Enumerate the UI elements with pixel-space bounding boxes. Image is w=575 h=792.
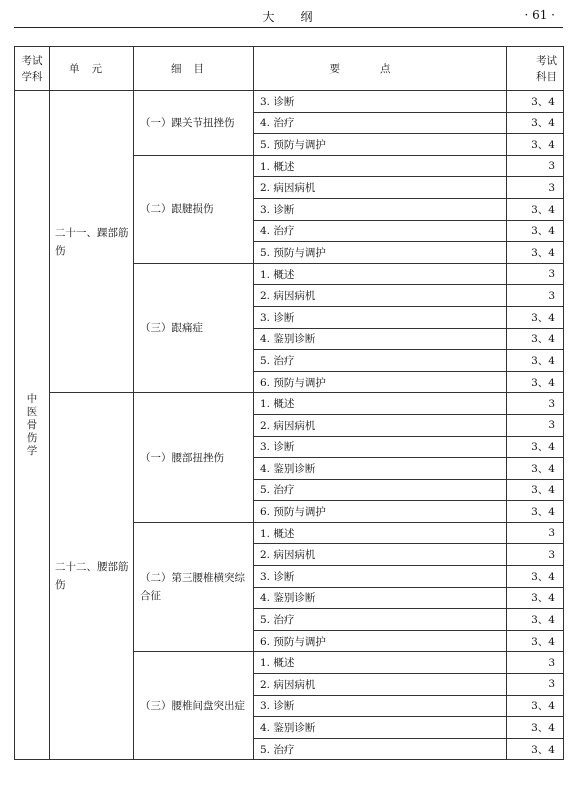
header-rule	[14, 27, 563, 28]
point-cell: 1. 概述	[254, 263, 507, 285]
detail-cell: （一）腰部扭挫伤	[134, 393, 254, 523]
level-cell: 3、4	[507, 350, 564, 372]
unit-cell: 二十二、腰部筋伤	[50, 393, 134, 760]
point-cell: 3. 诊断	[254, 306, 507, 328]
detail-cell: （三）腰椎间盘突出症	[134, 652, 254, 760]
running-header-title: 大纲	[262, 10, 339, 24]
level-cell: 3	[507, 177, 564, 199]
level-cell: 3	[507, 414, 564, 436]
table-row	[15, 91, 564, 113]
level-cell: 3、4	[507, 198, 564, 220]
level-cell: 3	[507, 155, 564, 177]
point-cell: 4. 鉴别诊断	[254, 587, 507, 609]
col-header-subject-text: 考试学科	[21, 54, 43, 83]
level-cell: 3、4	[507, 242, 564, 264]
level-cell: 3、4	[507, 371, 564, 393]
level-cell: 3、4	[507, 566, 564, 588]
level-cell: 3、4	[507, 112, 564, 134]
table-body	[15, 91, 564, 760]
detail-cell: （三）跟痛症	[134, 263, 254, 393]
level-cell: 3、4	[507, 220, 564, 242]
point-cell: 4. 鉴别诊断	[254, 328, 507, 350]
point-cell: 4. 鉴别诊断	[254, 717, 507, 739]
level-cell: 3	[507, 263, 564, 285]
level-cell: 3、4	[507, 695, 564, 717]
level-cell: 3、4	[507, 630, 564, 652]
level-cell: 3	[507, 522, 564, 544]
point-cell: 5. 治疗	[254, 479, 507, 501]
point-cell: 3. 诊断	[254, 91, 507, 113]
col-header-detail: 细目	[134, 47, 254, 91]
page-number: · 61 ·	[524, 8, 555, 22]
table-header-row	[15, 47, 564, 91]
point-cell: 1. 概述	[254, 155, 507, 177]
level-cell: 3、4	[507, 587, 564, 609]
level-cell: 3、4	[507, 91, 564, 113]
level-cell: 3、4	[507, 479, 564, 501]
point-cell: 6. 预防与调护	[254, 501, 507, 523]
point-cell: 2. 病因病机	[254, 177, 507, 199]
subject-text: 中医骨伤学	[26, 392, 38, 457]
level-cell: 3、4	[507, 501, 564, 523]
point-cell: 2. 病因病机	[254, 544, 507, 566]
level-cell: 3	[507, 285, 564, 307]
point-cell: 1. 概述	[254, 393, 507, 415]
point-cell: 1. 概述	[254, 652, 507, 674]
point-cell: 4. 治疗	[254, 112, 507, 134]
col-header-level-line1: 考试	[536, 54, 557, 67]
point-cell: 1. 概述	[254, 522, 507, 544]
level-cell: 3、4	[507, 436, 564, 458]
table-row	[15, 393, 564, 415]
detail-cell: （一）踝关节扭挫伤	[134, 91, 254, 156]
point-cell: 3. 诊断	[254, 566, 507, 588]
syllabus-table	[14, 46, 564, 760]
point-cell: 2. 病因病机	[254, 414, 507, 436]
level-cell: 3、4	[507, 328, 564, 350]
point-cell: 2. 病因病机	[254, 285, 507, 307]
subject-cell	[15, 91, 50, 760]
detail-cell: （二）跟腱损伤	[134, 155, 254, 263]
col-header-points: 要点	[254, 47, 507, 91]
point-cell: 3. 诊断	[254, 436, 507, 458]
point-cell: 5. 治疗	[254, 350, 507, 372]
level-cell: 3、4	[507, 134, 564, 156]
level-cell: 3、4	[507, 717, 564, 739]
col-header-unit: 单元	[50, 47, 134, 91]
level-cell: 3	[507, 544, 564, 566]
level-cell: 3、4	[507, 458, 564, 480]
point-cell: 5. 预防与调护	[254, 242, 507, 264]
point-cell: 3. 诊断	[254, 198, 507, 220]
point-cell: 4. 鉴别诊断	[254, 458, 507, 480]
col-header-subject	[15, 47, 50, 91]
point-cell: 5. 治疗	[254, 738, 507, 760]
point-cell: 4. 治疗	[254, 220, 507, 242]
level-cell: 3、4	[507, 306, 564, 328]
level-cell: 3、4	[507, 738, 564, 760]
point-cell: 3. 诊断	[254, 695, 507, 717]
point-cell: 5. 治疗	[254, 609, 507, 631]
point-cell: 6. 预防与调护	[254, 630, 507, 652]
unit-cell: 二十一、踝部筋伤	[50, 91, 134, 393]
col-header-level	[507, 47, 564, 91]
level-cell: 3、4	[507, 609, 564, 631]
level-cell: 3	[507, 393, 564, 415]
detail-cell: （二）第三腰椎横突综合征	[134, 522, 254, 652]
point-cell: 6. 预防与调护	[254, 371, 507, 393]
col-header-level-line2: 科目	[536, 70, 557, 83]
level-cell: 3	[507, 674, 564, 696]
point-cell: 5. 预防与调护	[254, 134, 507, 156]
point-cell: 2. 病因病机	[254, 674, 507, 696]
level-cell: 3	[507, 652, 564, 674]
